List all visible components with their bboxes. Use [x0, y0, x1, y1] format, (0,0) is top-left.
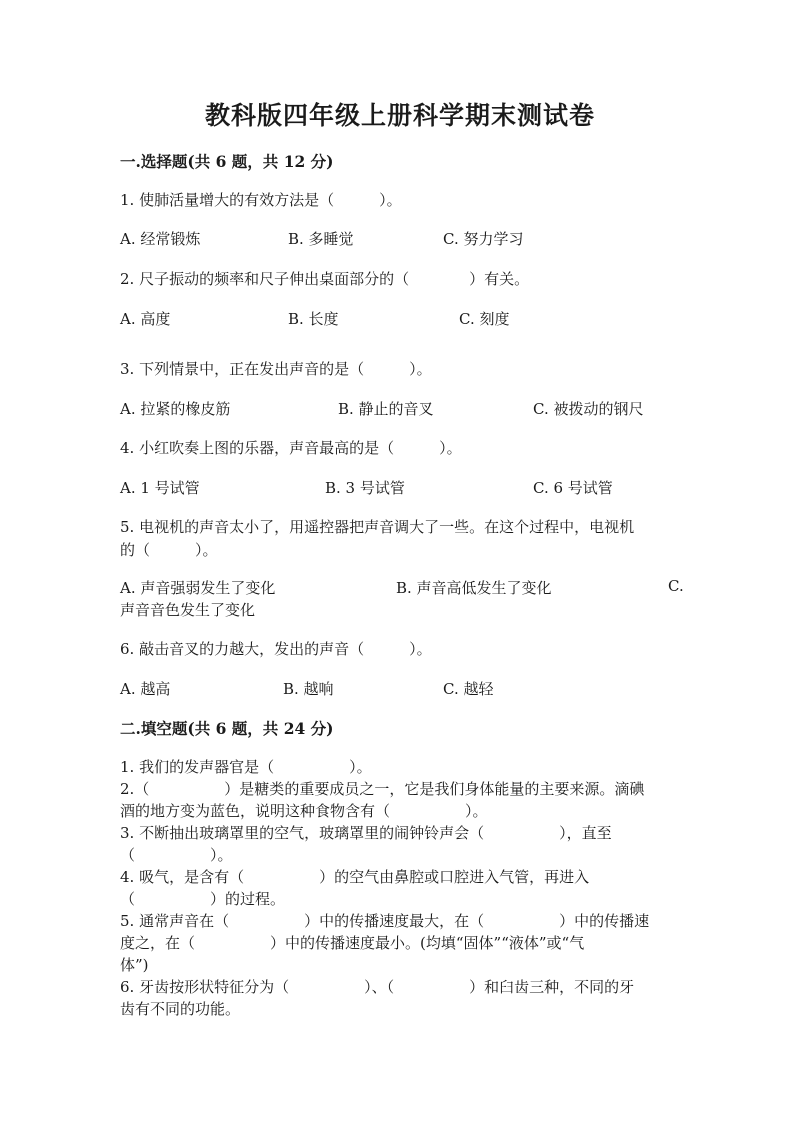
- fill-line: （ ）的过程。: [120, 890, 286, 908]
- question-5-option-a: A. 声音强弱发生了变化: [120, 579, 276, 597]
- page-title: 教科版四年级上册科学期末测试卷: [204, 101, 595, 130]
- question-6-option-b: B. 越响: [283, 680, 334, 698]
- question-1-option-b: B. 多睡觉: [288, 230, 354, 248]
- fill-line: 6. 牙齿按形状特征分为（ ）、（ ）和臼齿三种，不同的牙: [120, 978, 635, 996]
- fill-line: 3. 不断抽出玻璃罩里的空气，玻璃罩里的闹钟铃声会（ ），直至: [120, 824, 612, 842]
- question-5-option-c-continued: 声音音色发生了变化: [120, 601, 256, 619]
- question-2-option-a: A. 高度: [120, 310, 171, 328]
- question-3-option-a: A. 拉紧的橡皮筋: [120, 400, 231, 418]
- question-4-option-c: C. 6 号试管: [533, 479, 613, 497]
- question-2-option-b: B. 长度: [288, 310, 339, 328]
- fill-line: 度之，在（ ）中的传播速度最小。(均填“固体”“液体”或“气: [120, 934, 585, 952]
- fill-line: 5. 通常声音在（ ）中的传播速度最大，在（ ）中的传播速: [120, 912, 650, 930]
- question-5-option-b: B. 声音高低发生了变化: [396, 579, 552, 597]
- question-4-option-b: B. 3 号试管: [325, 479, 405, 497]
- fill-line: 体”): [120, 956, 149, 974]
- question-5-option-c: C.: [668, 577, 684, 595]
- question-6-stem: 6. 敲击音叉的力越大，发出的声音（ ）。: [120, 640, 432, 658]
- fill-line: 2.（ ）是糖类的重要成员之一，它是我们身体能量的主要来源。滴碘: [120, 780, 645, 798]
- section-heading-fill-blank: 二.填空题(共 6 题，共 24 分): [120, 719, 334, 738]
- question-1-option-a: A. 经常锻炼: [120, 230, 201, 248]
- question-3-option-c: C. 被拨动的钢尺: [533, 400, 644, 418]
- fill-line: 齿有不同的功能。: [120, 1000, 241, 1018]
- fill-line: （ ）。: [120, 846, 233, 864]
- question-5-stem-line1: 5. 电视机的声音太小了，用遥控器把声音调大了一些。在这个过程中，电视机: [120, 518, 635, 536]
- question-3-stem: 3. 下列情景中，正在发出声音的是（ ）。: [120, 360, 432, 378]
- question-6-option-c: C. 越轻: [443, 680, 494, 698]
- question-2-stem: 2. 尺子振动的频率和尺子伸出桌面部分的（ ）有关。: [120, 270, 530, 288]
- section-heading-choice: 一.选择题(共 6 题，共 12 分): [120, 152, 334, 171]
- question-4-stem: 4. 小红吹奏上图的乐器，声音最高的是（ ）。: [120, 439, 462, 457]
- fill-line: 酒的地方变为蓝色，说明这种食物含有（ ）。: [120, 802, 488, 820]
- question-6-option-a: A. 越高: [120, 680, 171, 698]
- question-1-option-c: C. 努力学习: [443, 230, 524, 248]
- question-4-option-a: A. 1 号试管: [120, 479, 200, 497]
- question-3-option-b: B. 静止的音叉: [338, 400, 434, 418]
- question-5-stem-line2: 的（ ）。: [120, 541, 218, 559]
- question-1-stem: 1. 使肺活量增大的有效方法是（ ）。: [120, 191, 402, 209]
- fill-line: 1. 我们的发声器官是（ ）。: [120, 758, 372, 776]
- fill-line: 4. 吸气，是含有（ ）的空气由鼻腔或口腔进入气管，再进入: [120, 868, 590, 886]
- question-2-option-c: C. 刻度: [459, 310, 510, 328]
